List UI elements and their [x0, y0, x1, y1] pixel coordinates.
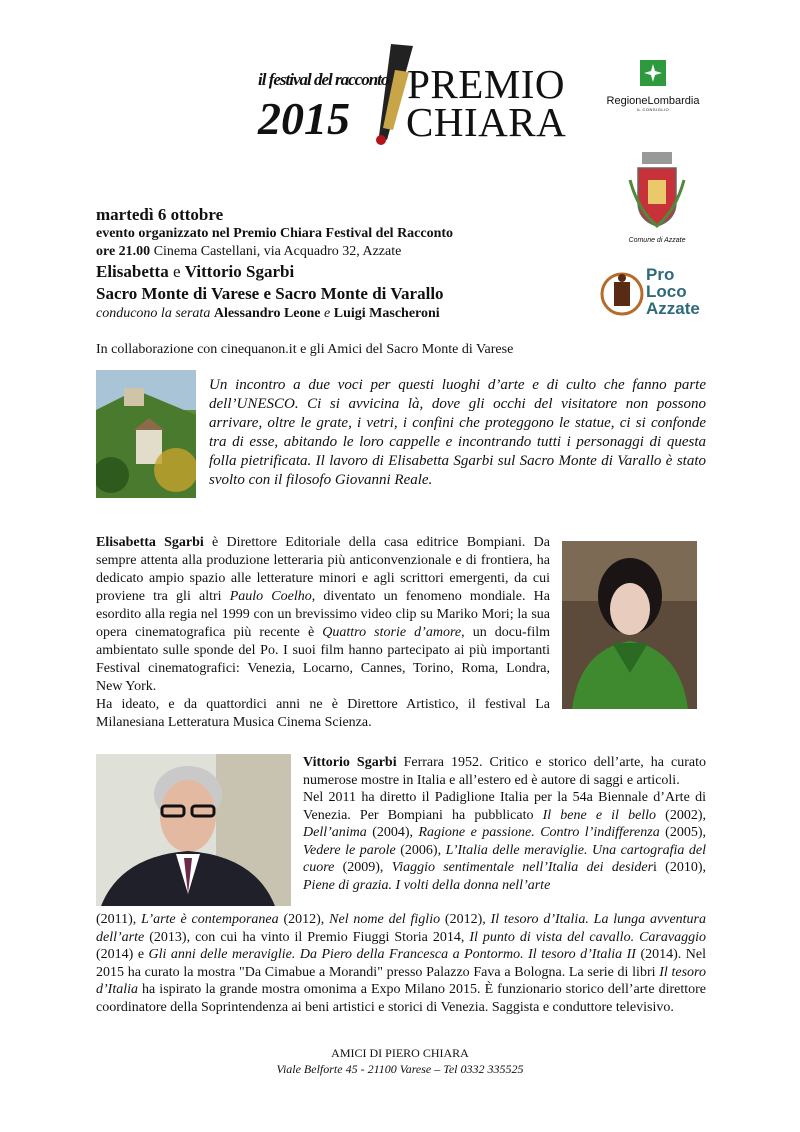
book-8: L’arte è contemporanea	[141, 912, 279, 927]
year-10: (2013), con cui ha vinto il Premio Fiuggi Storia 2014,	[144, 929, 470, 945]
festival-logo	[258, 40, 567, 145]
book-7: Piene di grazia. I volti della donna nell’arte	[303, 877, 551, 893]
book-6: Viaggio sentimentale nell’Italia dei desider	[391, 860, 654, 875]
year-4: (2006),	[395, 842, 446, 858]
bio1-coelho: Paulo Coelho	[229, 589, 312, 604]
book-11: Il punto di vista del cavallo. Caravaggio	[469, 929, 706, 945]
bio1-name: Elisabetta Sgarbi	[96, 535, 204, 550]
event-details	[96, 205, 616, 323]
bio2-text-1: Ferrara 1952. Critico e storico dell’arte, ha curato numerose mostre in Italia e all’estero ed è autore di saggi e articoli.	[303, 755, 706, 788]
book-9: Nel nome del figlio	[329, 912, 441, 927]
premio-line-1: PREMIO	[407, 61, 566, 107]
event-organized	[96, 225, 616, 243]
guest-2: Vittorio Sgarbi	[184, 262, 295, 281]
vittorio-bio-bottom	[96, 911, 706, 1016]
year-5: (2009),	[334, 860, 392, 875]
intro-text: Un incontro a due voci per questi luoghi d’arte e di culto che fanno parte dell’UNESCO. Ci si avvicina là, dove gli occhi del visitatore non possono arrivare, oltre le grate, i vetri, i confini che proteggono le statue, ci si confonde tra di esse, abitando le loro cappelle e incontrando tutti i personaggi di questa folla pietrificata. Il lavoro di Elisabetta Sgarbi sul Sacro Monte di Varallo è stato svolto con il filosofo Giovanni Reale.	[209, 377, 706, 488]
bio1-text-2: , diventato un fenomeno mondiale. Ha esordito alla regia nel 1999 con un brevissimo video clip su Mariko Mori; la sua opera cinematografica più recente è	[96, 589, 550, 640]
book-5: L’Italia delle meraviglie. Una cartografia del cuore	[303, 842, 706, 875]
book-2: Dell’anima	[303, 825, 367, 840]
year-1: (2002),	[656, 807, 707, 823]
host-and: e	[320, 306, 334, 321]
elisabetta-bio	[96, 534, 550, 732]
elisabetta-photo	[562, 541, 697, 709]
guest-and: e	[168, 262, 185, 281]
year-8: (2012),	[278, 912, 330, 927]
region-sub: IL CONSIGLIO	[636, 107, 670, 112]
book-10: Il tesoro d’Italia. La lunga avventura dell’arte	[96, 912, 706, 945]
event-hosts	[96, 305, 616, 323]
book-12: Gli anni delle meraviglie. Da Piero della Francesca a Pontormo. Il tesoro d’Italia II	[148, 947, 636, 962]
comune-caption: Comune di Azzate	[628, 237, 686, 244]
organized-text: evento organizzato nel Premio Chiara Festival del Racconto	[96, 226, 454, 241]
bio2-text-2: Nel 2011 ha diretto il Padiglione Italia per la 54a Biennale d’Arte di Venezia. Per Bompiani ha pubblicato	[303, 790, 706, 823]
vittorio-bio-top	[303, 754, 706, 894]
comune-azzate-crest	[617, 150, 697, 244]
premio-title	[406, 61, 567, 145]
bio1-text-1: è Direttore Editoriale della casa editrice Bompiani. Da sempre attenta alla produzione letteraria più anticonvenzionale e di frontiera, ha dedicato ampio spazio alle letterature minori e agli scrittori emergenti, da cui proviene tra gli altri	[96, 535, 550, 604]
regione-lombardia-logo	[598, 60, 708, 112]
footer-org: AMICI DI PIERO CHIARA	[331, 1046, 469, 1060]
event-guests	[96, 261, 616, 283]
crest-icon	[626, 150, 688, 232]
bio1-text-3: , un docu-film ambientato sulle sponde del Po. I suoi film hanno partecipato ai più importanti Festival cinematografici: Venezia, Locarno, Cannes, Torino, Roma, Londra, New York.	[96, 625, 550, 694]
event-venue: Cinema Castellani, via Acquadro 32, Azzate	[150, 244, 402, 259]
region-emblem-icon	[640, 60, 666, 86]
year-13: ha ispirato la grande mostra omonima a Expo Milano 2015. È funzionario storico dell’arte direttore coordinatore della Soprintendenza ai beni artistici e storici di Venezia. Saggista e conduttore televisivo.	[96, 982, 706, 1015]
proloco-logo	[600, 266, 710, 324]
hosted-by: conducono la serata	[96, 306, 214, 321]
year-3: (2005),	[659, 825, 706, 840]
year-12: (2014). Nel 2015 ha curato la mostra "Da Cimabue a Morandi" presso Palazzo Fava a Bologna. La serie di libri	[96, 947, 706, 980]
proloco-word-2: Loco	[646, 282, 687, 301]
book-4: Vedere le parole	[303, 842, 396, 858]
year-9: (2012),	[440, 912, 491, 927]
event-time: ore 21.00	[96, 244, 151, 259]
year-7: (2011),	[96, 912, 142, 927]
footer-address: Viale Belforte 45 - 21100 Varese – Tel 0332 335525	[276, 1062, 524, 1076]
host-1: Alessandro Leone	[213, 306, 321, 321]
book-1: Il bene e il bello	[542, 807, 657, 823]
bio1-text-4: Ha ideato, e da quattordici anni ne è Direttore Artistico, il festival La Milanesiana Letteratura Musica Cinema Scienza.	[96, 697, 550, 730]
footer	[0, 1045, 800, 1077]
bio1-film: Quattro storie d’amore	[322, 625, 462, 640]
region-name: RegioneLombardia	[606, 95, 700, 107]
host-2: Luigi Mascheroni	[333, 306, 440, 321]
year-2: (2004),	[366, 825, 419, 840]
event-subject: Sacro Monte di Varese e Sacro Monte di Varallo	[96, 284, 444, 303]
event-date: martedì 6 ottobre	[96, 205, 224, 224]
sacro-monte-photo	[96, 370, 196, 498]
year-6: i (2010),	[653, 860, 707, 875]
guest-1: Elisabetta	[96, 262, 169, 281]
proloco-word-3: Azzate	[646, 299, 700, 318]
bio2-name: Vittorio Sgarbi	[303, 755, 397, 770]
book-13: Il tesoro d’Italia	[96, 964, 706, 997]
collaboration-note: In collaborazione con cinequanon.it e gli Amici del Sacro Monte di Varese	[96, 342, 514, 357]
proloco-text	[646, 266, 700, 317]
proloco-word-1: Pro	[646, 265, 675, 284]
festival-name: il festival del racconto	[258, 70, 389, 89]
premio-line-2: CHIARA	[406, 99, 567, 145]
event-time-venue	[96, 243, 616, 261]
book-3: Ragione e passione. Contro l’indifferenza	[418, 825, 660, 840]
festival-year: 2015	[258, 93, 350, 144]
vittorio-photo	[96, 754, 291, 906]
year-11: (2014) e	[96, 947, 149, 962]
